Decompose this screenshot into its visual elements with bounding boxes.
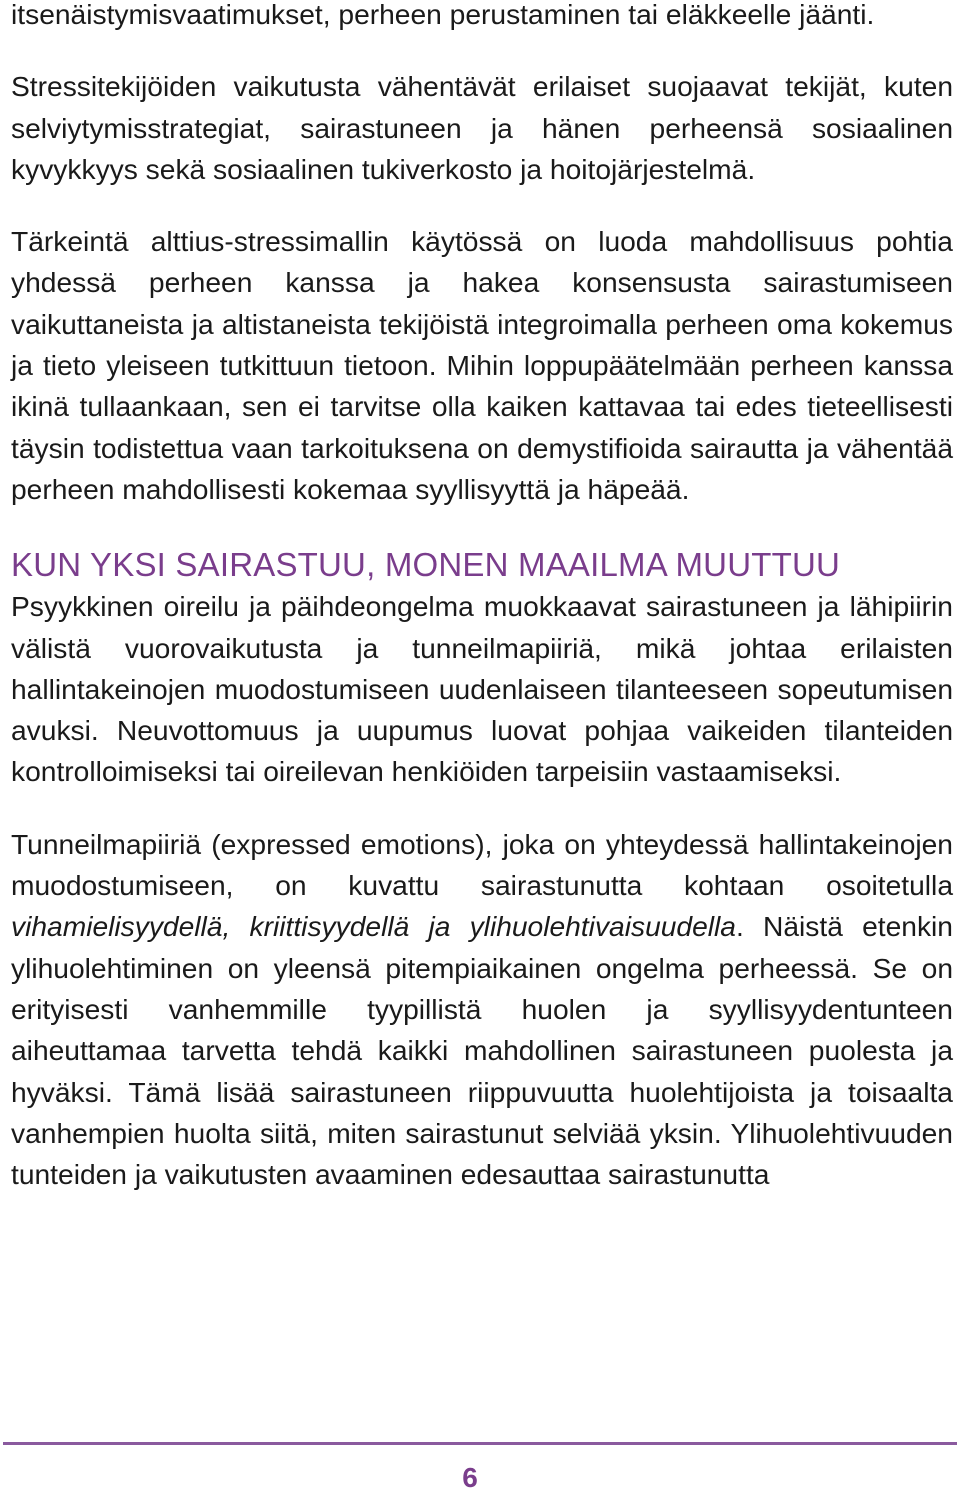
paragraph-expressed-emotions [11, 824, 953, 1196]
paragraph-text-start: Tunneilmapiiriä (expressed emotions), joka on yhteydessä hallintakeinojen muodostumiseen, on kuvattu sairastunutta kohtaan osoitetulla [11, 827, 953, 902]
paragraph-vulnerability-model: Tärkeintä alttius-stressimallin käytössä on luoda mahdollisuus pohtia yhdessä perheen kanssa ja hakea konsensusta sairastumiseen vaikuttaneista ja altistaneista tekijöistä integroimalla perheen oma kokemus ja tieto yleiseen tutkittuun tietoon. Mihin loppupäätelmään perheen kanssa ikinä tullaankaan, sen ei tarvitse olla kaiken kattavaa tai edes tieteellisesti täysin todistettua vaan tarkoituksena on demystifioida sairautta ja vähentää perheen mahdollisesti kokemaa syyllisyyttä ja häpeää. [11, 225, 953, 505]
paragraph-symptoms: Psyykkinen oireilu ja päihdeongelma muokkaavat sairastuneen ja lähipiirin välistä vuorovaikutusta ja tunneilmapiiriä, mikä johtaa erilaisten hallintakeinojen muodostumiseen uudenlaiseen tilanteeseen sopeutumisen avuksi. Neuvottomuus ja uupumus luovat pohjaa vaikeiden tilanteiden kontrolloimiseksi tai oireilevan henkiöiden tarpeisiin vastaamiseksi. [11, 590, 953, 788]
page-number: 6 [462, 1462, 478, 1493]
paragraph-stress-factors: Stressitekijöiden vaikutusta vähentävät erilaiset suojaavat tekijät, kuten selviytymisstrategiat, sairastuneen ja hänen perheensä sosiaalinen kyvykkyys sekä sosiaalinen tukiverkosto ja hoitojärjestelmä. [11, 70, 953, 185]
paragraph-continuation: itsenäistymisvaatimukset, perheen perustaminen tai eläkkeelle jäänti. [11, 0, 875, 30]
paragraph-text-end: . Näistä etenkin ylihuolehtiminen on yleensä pitempiaikainen ongelma perheessä. Se on erityisesti vanhemmille tyypillistä huolen ja syyllisyydentunteen aiheuttamaa tarvetta tehdä kaikki mahdollinen sairastuneen puolesta ja hyväksi. Tämä lisää sairastuneen riippuvuutta huolehtijoista ja toisaalta vanhempien huolta siitä, miten sairastunut selviää yksin. Ylihuolehtivuuden tunteiden ja vaikutusten avaaminen edesauttaa sairastunutta [11, 910, 953, 1191]
document-page [11, 0, 953, 1195]
emphasized-terms: vihamielisyydellä, kriittisyydellä ja ylihuolehtivaisuudella [11, 910, 736, 943]
footer-rule [3, 1442, 957, 1445]
section-heading: KUN YKSI SAIRASTUU, MONEN MAAILMA MUUTTUU [11, 546, 841, 584]
